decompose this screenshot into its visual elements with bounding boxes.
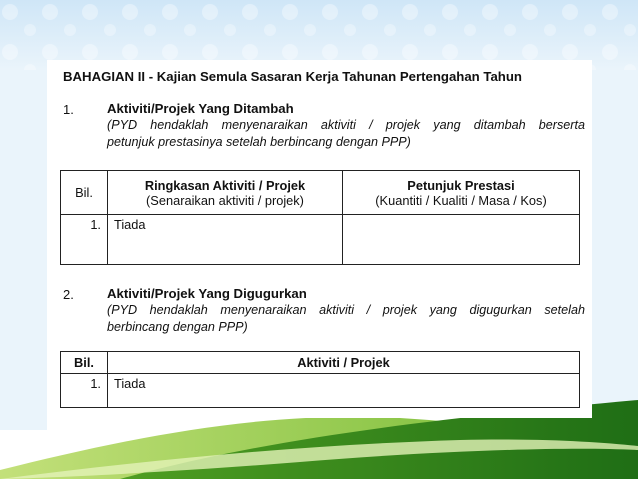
col-bil-header: Bil.: [61, 171, 108, 215]
row-aktiviti: Tiada: [108, 374, 580, 408]
col-petunjuk-title: Petunjuk Prestasi: [407, 177, 515, 193]
col-ringkasan-sub: (Senaraikan aktiviti / projek): [146, 192, 304, 208]
col-petunjuk-header: [343, 171, 580, 215]
part1-number: 1.: [63, 102, 74, 117]
part1-note-line1: (PYD hendaklah menyenaraikan aktiviti / projek yang ditambah berserta: [107, 118, 585, 132]
part2-note: [107, 302, 585, 336]
section-title: BAHAGIAN II - Kajian Semula Sasaran Kerja Tahunan Pertengahan Tahun: [63, 69, 522, 84]
row-aktiviti: Tiada: [108, 215, 343, 265]
col-ringkasan-title: Ringkasan Aktiviti / Projek: [144, 177, 306, 193]
part2-note-line1: (PYD hendaklah menyenaraikan aktiviti / projek yang digugurkan setelah: [107, 303, 585, 317]
part2-note-line2: berbincang dengan PPP): [107, 320, 248, 334]
part2-number: 2.: [63, 287, 74, 302]
col-ringkasan-header: [108, 171, 343, 215]
col-bil-header: Bil.: [61, 352, 108, 374]
left-band: [0, 70, 47, 430]
row-petunjuk: [343, 215, 580, 265]
part1-note: [107, 117, 585, 151]
table-header-row: [61, 171, 580, 215]
added-activities-table: [60, 170, 580, 265]
part1-note-line2: petunjuk prestasinya setelah berbincang dengan PPP): [107, 135, 411, 149]
row-bil: 1.: [61, 374, 108, 408]
part2-heading: Aktiviti/Projek Yang Digugurkan: [107, 286, 307, 301]
table-row: [61, 374, 580, 408]
dropped-activities-table: [60, 351, 580, 408]
part1-heading: Aktiviti/Projek Yang Ditambah: [107, 101, 294, 116]
table-header-row: [61, 352, 580, 374]
row-bil: 1.: [61, 215, 108, 265]
col-aktiviti-header: Aktiviti / Projek: [108, 352, 580, 374]
table-row: [61, 215, 580, 265]
col-petunjuk-sub: (Kuantiti / Kualiti / Masa / Kos): [375, 192, 547, 208]
document-panel: [47, 60, 592, 418]
right-band: [592, 70, 638, 430]
